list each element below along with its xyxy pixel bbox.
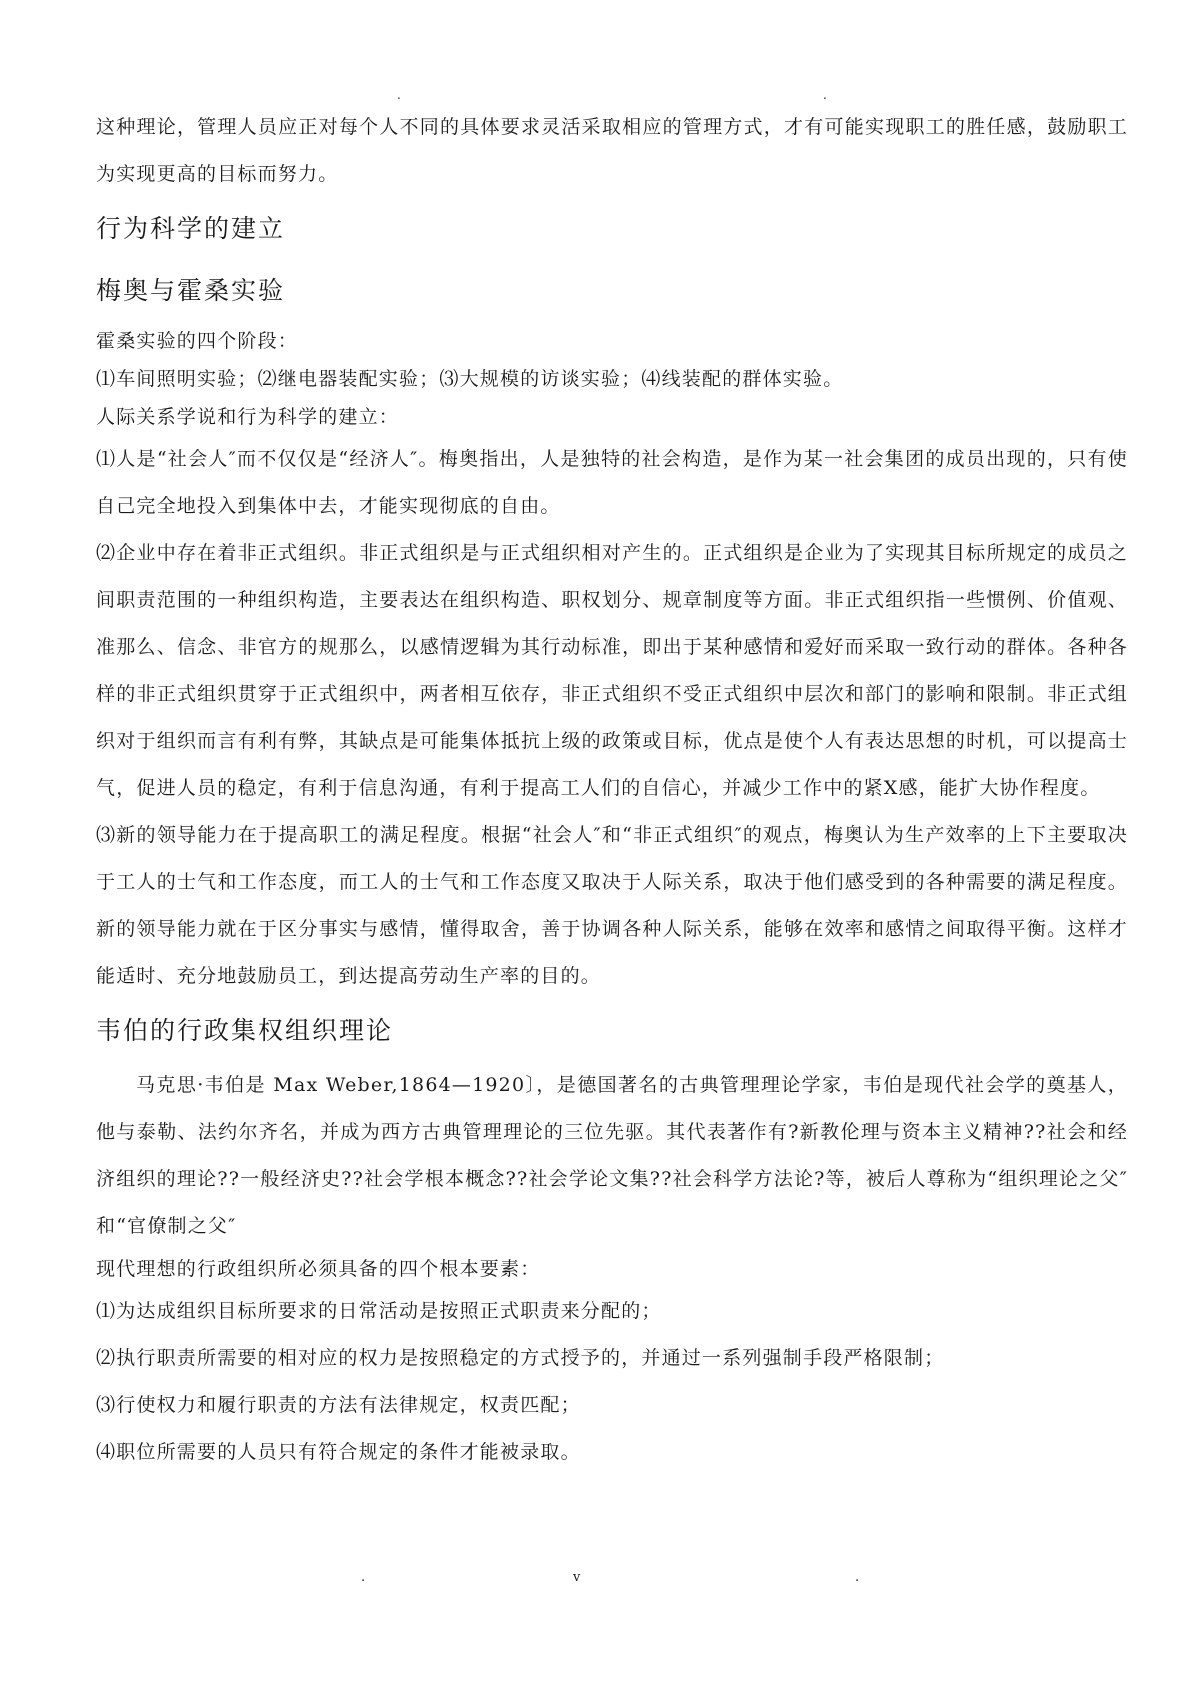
point-social-man: ⑴人是“社会人″而不仅仅是“经济人″。梅奥指出，人是独特的社会构造，是作为某一社会集团的成员出现的，只有使自己完全地投入到集体中去，才能实现彻底的自由。 xyxy=(96,448,1128,517)
element-2: ⑵执行职责所需要的相对应的权力是按照稳定的方式授予的，并通过一系列强制手段严格限制； xyxy=(96,1347,945,1369)
page-header xyxy=(0,88,1191,102)
element-1: ⑴为达成组织目标所要求的日常活动是按照正式职责来分配的； xyxy=(96,1300,662,1322)
document-body xyxy=(96,104,1128,1476)
header-mark-right: . xyxy=(823,88,827,102)
human-relations-title: 人际关系学说和行为科学的建立： xyxy=(96,406,400,428)
element-4: ⑷职位所需要的人员只有符合规定的条件才能被录取。 xyxy=(96,1441,581,1463)
weber-intro-paragraph: 马克思·韦伯是 Max Weber,1864—1920〕，是德国著名的古典管理理论学家，韦伯是现代社会学的奠基人，他与泰勒、法约尔齐名，并成为西方古典管理理论的三位先驱。其代表著作有?新教伦理与资本主义精神??社会和经济组织的理论??一般经济史??社会学根本概念??社会学论文集??社会科学方法论?等，被后人尊称为“组织理论之父″和“官僚制之父″ xyxy=(96,1074,1128,1237)
heading-behavioral-science: 行为科学的建立 xyxy=(96,214,286,243)
footer-mark-center: v xyxy=(573,1570,581,1585)
hawthorne-stages-title: 霍桑实验的四个阶段： xyxy=(96,330,299,352)
intro-paragraph: 这种理论，管理人员应正对每个人不同的具体要求灵活采取相应的管理方式，才有可能实现职工的胜任感，鼓励职工为实现更高的目标而努力。 xyxy=(96,116,1128,185)
heading-mayo-hawthorne: 梅奥与霍桑实验 xyxy=(96,276,286,305)
elements-title: 现代理想的行政组织所必须具备的四个根本要素： xyxy=(96,1258,541,1280)
footer-mark-left: . xyxy=(361,1570,366,1585)
footer-mark-right: . xyxy=(855,1570,860,1585)
heading-weber: 韦伯的行政集权组织理论 xyxy=(96,1016,394,1045)
page-footer xyxy=(0,1570,1191,1586)
point-leadership: ⑶新的领导能力在于提高职工的满足程度。根据“社会人″和“非正式组织″的观点，梅奥认为生产效率的上下主要取决于工人的士气和工作态度，而工人的士气和工作态度又取决于人际关系，取决于他们感受到的各种需要的满足程度。新的领导能力就在于区分事实与感情，懂得取舍，善于协调各种人际关系，能够在效率和感情之间取得平衡。这样才能适时、充分地鼓励员工，到达提高劳动生产率的目的。 xyxy=(96,824,1128,987)
point-informal-organization: ⑵企业中存在着非正式组织。非正式组织是与正式组织相对产生的。正式组织是企业为了实现其目标所规定的成员之间职责范围的一种组织构造，主要表达在组织构造、职权划分、规章制度等方面。非正式组织指一些惯例、价值观、准那么、信念、非官方的规那么，以感情逻辑为其行动标准，即出于某种感情和爱好而采取一致行动的群体。各种各样的非正式组织贯穿于正式组织中，两者相互依存，非正式组织不受正式组织中层次和部门的影响和限制。非正式组织对于组织而言有利有弊，其缺点是可能集体抵抗上级的政策或目标，优点是使个人有表达思想的时机，可以提高士气，促进人员的稳定，有利于信息沟通，有利于提高工人们的自信心，并减少工作中的紧X感，能扩大协作程度。 xyxy=(96,542,1128,799)
element-3: ⑶行使权力和履行职责的方法有法律规定，权责匹配； xyxy=(96,1394,581,1416)
header-mark-left: . xyxy=(397,88,401,102)
hawthorne-stages-list: ⑴车间照明实验；⑵继电器装配实验；⑶大规模的访谈实验；⑷线装配的群体实验。 xyxy=(96,368,844,390)
